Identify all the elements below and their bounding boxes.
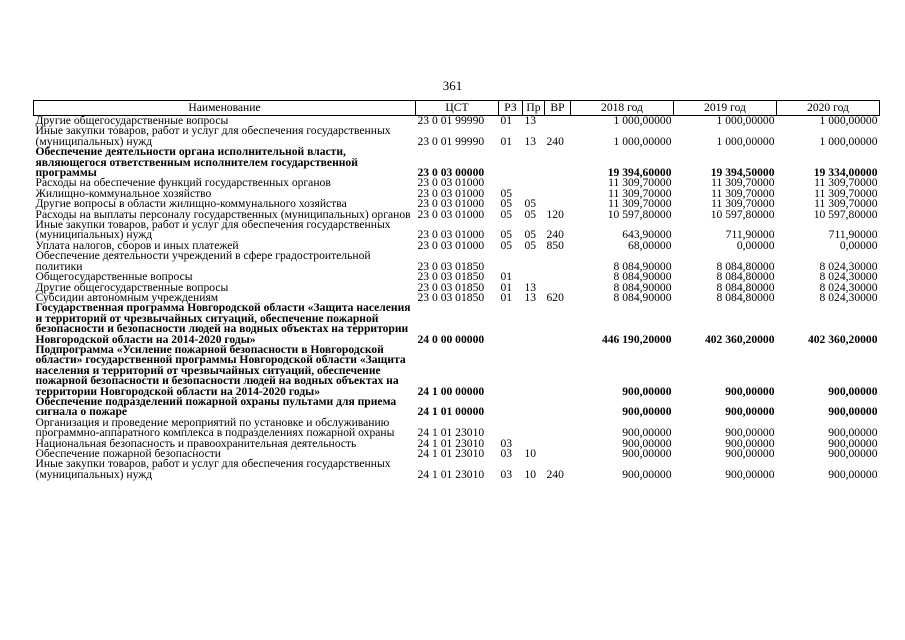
row-amount-2020: 11 309,70000 <box>814 186 878 200</box>
row-amount-2020: 1 000,00000 <box>819 114 878 127</box>
row-amount-2020: 711,90000 <box>828 228 878 242</box>
row-amount-2019: 19 394,50000 <box>710 166 775 180</box>
row-cst-code: 24 1 01 23010 <box>417 426 485 440</box>
row-name: Обеспечение деятельности органа исполнительной власти, являющегося ответственным исполнителем государственной программы <box>35 145 358 180</box>
row-amount-2018: 11 309,70000 <box>608 186 672 200</box>
row-amount-2020: 11 309,70000 <box>814 197 878 211</box>
row-vr-code <box>545 116 571 127</box>
table-body <box>34 116 880 481</box>
row-rz-code: 05 <box>500 197 513 211</box>
row-vr-code <box>545 189 571 199</box>
row-amount-2018: 1 000,00000 <box>613 114 672 127</box>
row-pr-code: 13 <box>524 114 537 127</box>
row-rz-code: 05 <box>500 207 513 221</box>
row-rz-code <box>499 147 523 178</box>
row-rz-code <box>499 345 523 397</box>
row-rz-code: 05 <box>500 238 513 252</box>
row-rz-code: 01 <box>500 134 513 148</box>
row-amount-2020: 8 024,30000 <box>819 270 878 284</box>
row-amount-2018: 11 309,70000 <box>608 176 672 190</box>
row-amount-2020: 900,00000 <box>828 467 878 481</box>
row-amount-2019: 900,00000 <box>725 426 775 440</box>
row-name: Национальная безопасность и правоохранительная деятельность <box>35 436 357 450</box>
row-vr-code: 240 <box>546 228 564 242</box>
row-name: Государственная программа Новгородской области «Защита населения и территорий от чрезвычайных ситуаций, обеспечение пожарной безопасности и безопасности людей на водных объектах на территории Новгородской области на 2014-2020 годы» <box>35 301 411 346</box>
row-amount-2018: 900,00000 <box>622 467 672 481</box>
row-name: Субсидии автономным учреждениям <box>35 290 219 304</box>
row-amount-2020: 900,00000 <box>828 405 878 419</box>
row-cst-code: 23 0 01 99990 <box>417 134 485 148</box>
row-amount-2018: 643,90000 <box>622 228 672 242</box>
row-amount-2019: 8 084,80000 <box>716 290 775 304</box>
row-name: Другие общегосударственные вопросы <box>35 114 229 127</box>
row-vr-code <box>545 397 571 418</box>
row-rz-code <box>499 397 523 418</box>
row-vr-code: 850 <box>546 238 564 252</box>
header-2020: 2020 год <box>777 101 880 116</box>
row-cst-code: 24 1 01 23010 <box>417 447 485 460</box>
row-name: Расходы на выплаты персоналу государственных (муниципальных) органов <box>35 207 411 221</box>
row-vr-code <box>545 272 571 282</box>
row-amount-2019: 900,00000 <box>725 467 775 481</box>
row-name: Иные закупки товаров, работ и услуг для обеспечения государственных (муниципальных) нужд <box>35 457 391 481</box>
row-cst-code: 23 0 01 99990 <box>417 114 485 127</box>
row-amount-2018: 446 190,20000 <box>601 332 672 346</box>
row-amount-2019: 8 084,80000 <box>716 259 775 273</box>
row-amount-2020: 900,00000 <box>828 436 878 450</box>
table-row <box>34 418 880 439</box>
table-row <box>34 220 880 241</box>
row-amount-2019: 8 084,80000 <box>716 270 775 284</box>
row-amount-2020: 11 309,70000 <box>814 176 878 190</box>
row-cst-code: 23 0 03 00000 <box>417 166 485 180</box>
row-vr-code: 240 <box>546 134 564 148</box>
row-name: Другие вопросы в области жилищно-коммунального хозяйства <box>35 197 347 211</box>
row-rz-code: 01 <box>500 270 513 284</box>
row-rz-code: 01 <box>500 280 513 294</box>
row-cst-code: 24 1 01 23010 <box>417 467 485 481</box>
row-name: Обеспечение подразделений пожарной охраны пультами для приема сигнала о пожаре <box>35 394 397 419</box>
row-amount-2018: 8 084,90000 <box>613 270 672 284</box>
row-amount-2020: 900,00000 <box>828 447 878 460</box>
row-amount-2019: 900,00000 <box>725 384 775 398</box>
table-row <box>34 303 880 345</box>
row-amount-2018: 900,00000 <box>622 384 672 398</box>
table-row <box>34 345 880 397</box>
row-name: Иные закупки товаров, работ и услуг для обеспечения государственных (муниципальных) нужд <box>35 124 391 148</box>
table-row <box>34 459 880 480</box>
row-rz-code: 05 <box>500 186 513 200</box>
row-amount-2019: 8 084,80000 <box>716 280 775 294</box>
row-amount-2020: 8 024,30000 <box>819 259 878 273</box>
row-amount-2019: 900,00000 <box>725 436 775 450</box>
row-amount-2018: 8 084,90000 <box>613 290 672 304</box>
table-row <box>34 147 880 178</box>
row-vr-code <box>545 251 571 272</box>
row-amount-2020: 8 024,30000 <box>819 290 878 304</box>
row-cst-code: 24 0 00 00000 <box>417 332 485 346</box>
row-amount-2018: 900,00000 <box>622 405 672 419</box>
header-2019: 2019 год <box>674 101 777 116</box>
row-amount-2019: 1 000,00000 <box>716 114 775 127</box>
row-cst-code: 23 0 03 01850 <box>417 280 485 294</box>
row-pr-code: 13 <box>524 134 537 148</box>
row-rz-code <box>499 303 523 345</box>
row-rz-code: 05 <box>500 228 513 242</box>
row-name: Уплата налогов, сборов и иных платежей <box>35 238 239 252</box>
row-pr-code <box>523 178 545 188</box>
row-amount-2019: 10 597,80000 <box>710 207 775 221</box>
row-pr-code: 10 <box>524 447 537 460</box>
row-pr-code <box>523 418 545 439</box>
row-amount-2018: 10 597,80000 <box>607 207 672 221</box>
table-row <box>34 126 880 147</box>
row-amount-2019: 0,00000 <box>736 238 775 252</box>
row-pr-code: 05 <box>524 197 537 211</box>
row-amount-2018: 68,00000 <box>628 238 672 252</box>
row-amount-2020: 402 360,20000 <box>807 332 878 346</box>
row-pr-code <box>523 397 545 418</box>
row-rz-code: 03 <box>500 436 513 450</box>
row-rz-code <box>499 251 523 272</box>
row-vr-code <box>545 345 571 397</box>
row-amount-2020: 19 334,00000 <box>813 166 878 180</box>
row-cst-code: 23 0 03 01850 <box>417 259 485 273</box>
header-name: Наименование <box>34 101 416 116</box>
row-name: Расходы на обеспечение функций государственных органов <box>35 176 331 190</box>
row-rz-code: 01 <box>500 114 513 127</box>
header-rz: РЗ <box>499 101 523 116</box>
row-vr-code <box>545 147 571 178</box>
row-amount-2019: 900,00000 <box>725 447 775 460</box>
row-rz-code <box>499 418 523 439</box>
row-cst-code: 23 0 03 01000 <box>417 228 485 242</box>
row-amount-2020: 900,00000 <box>828 384 878 398</box>
row-name: Жилищно-коммунальное хозяйство <box>35 186 212 200</box>
row-amount-2019: 11 309,70000 <box>711 186 775 200</box>
row-cst-code: 23 0 03 01000 <box>417 238 485 252</box>
row-amount-2018: 19 394,60000 <box>607 166 672 180</box>
row-vr-code: 620 <box>546 290 564 304</box>
row-name: Обеспечение деятельности учреждений в сфере градостроительной политики <box>35 249 371 273</box>
row-cst-code: 23 0 03 01000 <box>417 186 485 200</box>
row-pr-code: 13 <box>524 280 537 294</box>
row-vr-code <box>545 303 571 345</box>
row-pr-code: 10 <box>524 467 537 481</box>
row-amount-2020: 1 000,00000 <box>819 134 878 148</box>
header-pr: Пр <box>523 101 545 116</box>
row-amount-2018: 1 000,00000 <box>613 134 672 148</box>
row-vr-code <box>545 449 571 459</box>
row-name: Организация и проведение мероприятий по установке и обслуживанию программно-аппаратного комплекса в подразделениях пожарной охраны <box>35 415 395 440</box>
row-amount-2019: 900,00000 <box>725 405 775 419</box>
row-cst-code: 23 0 03 01000 <box>417 197 485 211</box>
row-amount-2020: 0,00000 <box>839 238 878 252</box>
row-amount-2020: 10 597,80000 <box>813 207 878 221</box>
row-cst-code: 23 0 03 01850 <box>417 270 485 284</box>
row-amount-2018: 900,00000 <box>622 436 672 450</box>
row-rz-code: 01 <box>500 290 513 304</box>
page-number: 361 <box>442 78 463 93</box>
row-pr-code <box>523 147 545 178</box>
row-cst-code: 23 0 03 01000 <box>417 176 485 190</box>
row-amount-2018: 11 309,70000 <box>608 197 672 211</box>
row-amount-2019: 11 309,70000 <box>711 176 775 190</box>
row-name: Иные закупки товаров, работ и услуг для обеспечения государственных (муниципальных) нужд <box>35 218 391 242</box>
row-amount-2019: 711,90000 <box>725 228 775 242</box>
row-vr-code: 120 <box>546 207 564 221</box>
row-amount-2019: 402 360,20000 <box>704 332 775 346</box>
row-cst-code: 23 0 03 01850 <box>417 290 485 304</box>
row-amount-2020: 8 024,30000 <box>819 280 878 294</box>
header-2018: 2018 год <box>571 101 674 116</box>
row-amount-2018: 900,00000 <box>622 426 672 440</box>
row-pr-code: 05 <box>524 238 537 252</box>
table-row <box>34 251 880 272</box>
row-amount-2019: 1 000,00000 <box>716 134 775 148</box>
row-cst-code: 23 0 03 01000 <box>417 207 485 221</box>
row-cst-code: 24 1 00 00000 <box>417 384 485 398</box>
row-rz-code: 03 <box>500 467 513 481</box>
row-amount-2018: 8 084,90000 <box>613 259 672 273</box>
row-amount-2018: 900,00000 <box>622 447 672 460</box>
row-cst-code: 24 1 01 00000 <box>417 405 485 419</box>
row-vr-code <box>545 418 571 439</box>
budget-table <box>33 100 880 480</box>
table-row <box>34 397 880 418</box>
row-name: Обеспечение пожарной безопасности <box>35 447 222 460</box>
row-name: Общегосударственные вопросы <box>35 270 193 284</box>
row-pr-code: 13 <box>524 290 537 304</box>
row-vr-code: 240 <box>546 467 564 481</box>
row-vr-code <box>545 439 571 449</box>
row-pr-code <box>523 303 545 345</box>
row-vr-code <box>545 178 571 188</box>
row-cst-code: 24 1 01 23010 <box>417 436 485 450</box>
row-rz-code: 03 <box>500 447 513 460</box>
row-amount-2019: 11 309,70000 <box>711 197 775 211</box>
row-pr-code <box>523 251 545 272</box>
row-pr-code <box>523 345 545 397</box>
row-amount-2018: 8 084,90000 <box>613 280 672 294</box>
row-name: Другие общегосударственные вопросы <box>35 280 229 294</box>
row-pr-code: 05 <box>524 207 537 221</box>
header-cst: ЦСТ <box>416 101 499 116</box>
row-amount-2020: 900,00000 <box>828 426 878 440</box>
row-name: Подпрограмма «Усиление пожарной безопасности в Новгородской области» государственной программы Новгородской области «Защита населения и территорий от чрезвычайных ситуаций, обеспечение пожарной безопасности и безопасности людей на водных объектах на территории Новгородской области на 2014-2020 годы» <box>35 342 406 398</box>
header-vr: ВР <box>545 101 571 116</box>
row-pr-code: 05 <box>524 228 537 242</box>
